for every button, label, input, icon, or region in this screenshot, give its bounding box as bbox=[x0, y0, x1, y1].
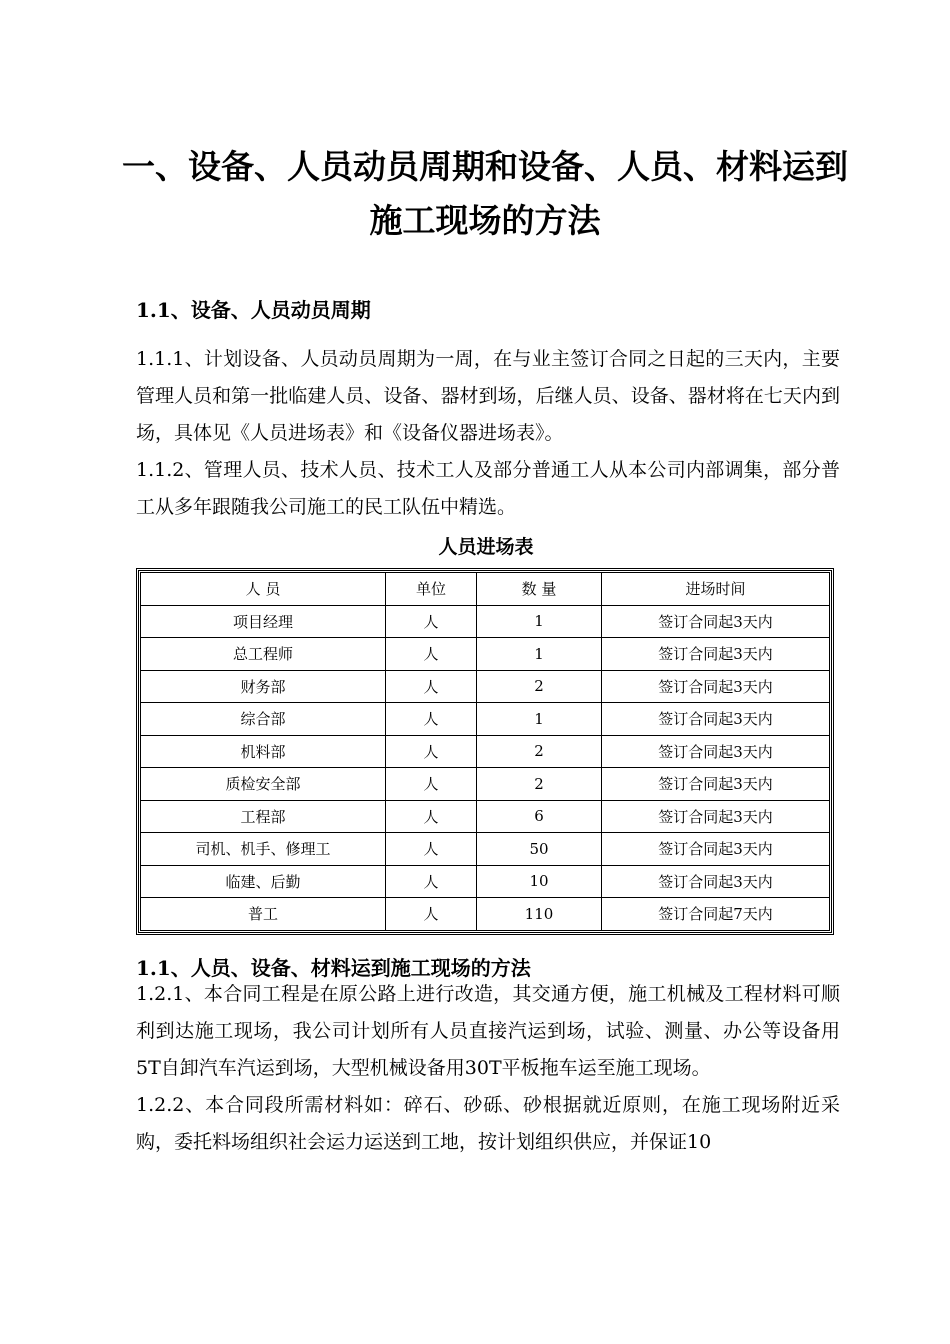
table-header-cell: 单位 bbox=[386, 573, 477, 606]
table-row bbox=[141, 735, 830, 768]
table-cell: 人 bbox=[386, 800, 477, 833]
table-cell: 人 bbox=[386, 735, 477, 768]
table-cell: 签订合同起3天内 bbox=[602, 670, 830, 703]
table-cell: 人 bbox=[386, 865, 477, 898]
section-heading-mobilization: 1.1、设备、人员动员周期 bbox=[136, 298, 371, 322]
table-cell: 10 bbox=[477, 865, 602, 898]
table-row bbox=[141, 605, 830, 638]
table-cell: 110 bbox=[477, 898, 602, 931]
table-cell: 签订合同起3天内 bbox=[602, 703, 830, 736]
paragraph-1-2-2: 1.2.2、本合同段所需材料如：碎石、砂砾、砂根据就近原则，在施工现场附近采购，委托料场组织社会运力运送到工地，按计划组织供应，并保证10 bbox=[136, 1094, 840, 1153]
paragraph-1-2-1: 1.2.1、本合同工程是在原公路上进行改造，其交通方便，施工机械及工程材料可顺利到达施工现场，我公司计划所有人员直接汽运到场，试验、测量、办公等设备用5T自卸汽车汽运到场，大型机械设备用30T平板拖车运至施工现场。 bbox=[136, 983, 840, 1079]
table-header-cell: 人 员 bbox=[141, 573, 386, 606]
table-cell: 50 bbox=[477, 833, 602, 866]
table-cell: 财务部 bbox=[141, 670, 386, 703]
table-cell: 签订合同起7天内 bbox=[602, 898, 830, 931]
table-header-cell: 进场时间 bbox=[602, 573, 830, 606]
table-cell: 普工 bbox=[141, 898, 386, 931]
table-row bbox=[141, 768, 830, 801]
table-cell: 1 bbox=[477, 605, 602, 638]
table-row bbox=[141, 638, 830, 671]
section-heading-transport: 1.1、人员、设备、材料运到施工现场的方法 bbox=[136, 956, 531, 980]
table-cell: 签订合同起3天内 bbox=[602, 800, 830, 833]
table-cell: 1 bbox=[477, 638, 602, 671]
table-row bbox=[141, 833, 830, 866]
table-row bbox=[141, 670, 830, 703]
table-cell: 项目经理 bbox=[141, 605, 386, 638]
paragraph-1-1-1: 1.1.1、计划设备、人员动员周期为一周，在与业主签订合同之日起的三天内，主要管理人员和第一批临建人员、设备、器材到场，后继人员、设备、器材将在七天内到场，具体见《人员进场表》和《设备仪器进场表》。 bbox=[136, 348, 840, 444]
table-header-row bbox=[141, 573, 830, 606]
section-mobilization-body bbox=[136, 341, 840, 526]
paragraph-1-1-2: 1.1.2、管理人员、技术人员、技术工人及部分普通工人从本公司内部调集，部分普工从多年跟随我公司施工的民工队伍中精选。 bbox=[136, 459, 840, 518]
table-cell: 综合部 bbox=[141, 703, 386, 736]
table-cell: 签订合同起3天内 bbox=[602, 638, 830, 671]
document-title: 一、设备、人员动员周期和设备、人员、材料运到施工现场的方法 bbox=[122, 147, 848, 240]
table-cell: 签订合同起3天内 bbox=[602, 865, 830, 898]
table-cell: 签订合同起3天内 bbox=[602, 768, 830, 801]
table-cell: 人 bbox=[386, 638, 477, 671]
section-transport-body bbox=[136, 976, 840, 1161]
table-cell: 1 bbox=[477, 703, 602, 736]
personnel-table bbox=[136, 568, 834, 935]
table-header-cell: 数 量 bbox=[477, 573, 602, 606]
table-cell: 签订合同起3天内 bbox=[602, 833, 830, 866]
table-cell: 机料部 bbox=[141, 735, 386, 768]
table-cell: 2 bbox=[477, 735, 602, 768]
table-cell: 质检安全部 bbox=[141, 768, 386, 801]
table-row bbox=[141, 800, 830, 833]
table-caption: 人员进场表 bbox=[438, 536, 534, 558]
table-cell: 工程部 bbox=[141, 800, 386, 833]
table-cell: 人 bbox=[386, 833, 477, 866]
table-row bbox=[141, 865, 830, 898]
table-cell: 6 bbox=[477, 800, 602, 833]
table-cell: 司机、机手、修理工 bbox=[141, 833, 386, 866]
table-cell: 2 bbox=[477, 768, 602, 801]
table-cell: 人 bbox=[386, 703, 477, 736]
table-row bbox=[141, 703, 830, 736]
table-cell: 总工程师 bbox=[141, 638, 386, 671]
table-cell: 人 bbox=[386, 898, 477, 931]
table-cell: 临建、后勤 bbox=[141, 865, 386, 898]
table-cell: 签订合同起3天内 bbox=[602, 605, 830, 638]
table-cell: 人 bbox=[386, 768, 477, 801]
table-cell: 人 bbox=[386, 670, 477, 703]
table-cell: 人 bbox=[386, 605, 477, 638]
table-cell: 签订合同起3天内 bbox=[602, 735, 830, 768]
table-cell: 2 bbox=[477, 670, 602, 703]
table-row bbox=[141, 898, 830, 931]
